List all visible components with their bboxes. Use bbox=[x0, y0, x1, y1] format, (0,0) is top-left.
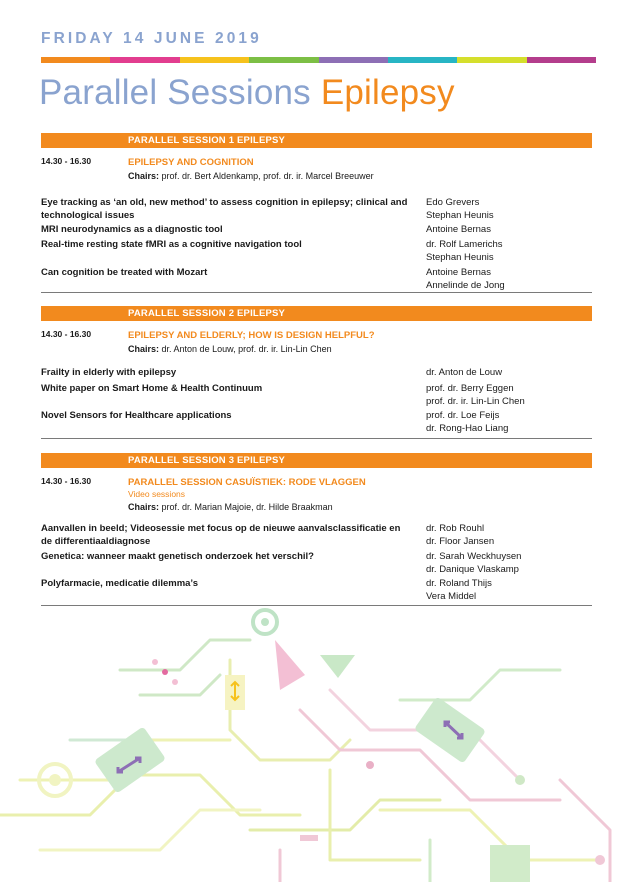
stripe-segment bbox=[249, 57, 318, 63]
talk-speakers bbox=[426, 196, 592, 222]
stripe-segment bbox=[457, 57, 526, 63]
talk-title: Real-time resting state fMRI as a cognitive navigation tool bbox=[41, 239, 302, 250]
stripe-segment bbox=[180, 57, 249, 63]
session-subtitle: Video sessions bbox=[128, 489, 186, 499]
page-date: FRIDAY 14 JUNE 2019 bbox=[41, 30, 262, 47]
speaker: Vera Middel bbox=[426, 591, 477, 602]
talk-title: Genetica: wanneer maakt genetisch onderzoek het verschil? bbox=[41, 551, 314, 562]
speaker: prof. dr. Berry Eggen bbox=[426, 383, 514, 394]
speaker: dr. Rob Rouhl bbox=[426, 523, 485, 534]
session-chairs bbox=[128, 501, 592, 513]
talk-speakers bbox=[426, 409, 592, 435]
speaker: prof. dr. ir. Lin-Lin Chen bbox=[426, 396, 525, 407]
speaker: dr. Roland Thijs bbox=[426, 578, 492, 589]
session-title: EPILEPSY AND ELDERLY; HOW IS DESIGN HELPFUL? bbox=[128, 330, 375, 341]
session-bar: PARALLEL SESSION 2 EPILEPSY bbox=[41, 306, 592, 321]
talk-speakers bbox=[426, 238, 592, 264]
talk-title: White paper on Smart Home & Health Continuum bbox=[41, 383, 263, 394]
session-bar: PARALLEL SESSION 1 EPILEPSY bbox=[41, 133, 592, 148]
session-time: 14.30 - 16.30 bbox=[41, 476, 92, 486]
chairs-names: prof. dr. Bert Aldenkamp, prof. dr. ir. Marcel Breeuwer bbox=[161, 171, 374, 181]
session-1-header bbox=[41, 133, 592, 182]
speaker: Stephan Heunis bbox=[426, 210, 494, 221]
title-main: Parallel Sessions bbox=[39, 73, 311, 112]
speaker: dr. Rolf Lamerichs bbox=[426, 239, 503, 250]
speaker: prof. dr. Loe Feijs bbox=[426, 410, 500, 421]
talk-title: Can cognition be treated with Mozart bbox=[41, 267, 208, 278]
session-title: EPILEPSY AND COGNITION bbox=[128, 157, 254, 168]
title-accent: Epilepsy bbox=[320, 73, 455, 112]
chairs-names: prof. dr. Marian Majoie, dr. Hilde Braakman bbox=[161, 502, 333, 512]
speaker: Edo Grevers bbox=[426, 197, 480, 208]
talk-speakers bbox=[426, 522, 592, 548]
stripe-segment bbox=[110, 57, 179, 63]
speaker: Antoine Bernas bbox=[426, 267, 491, 278]
speaker: Annelinde de Jong bbox=[426, 280, 505, 291]
session-time: 14.30 - 16.30 bbox=[41, 156, 92, 166]
speaker: Antoine Bernas bbox=[426, 224, 491, 235]
page-title bbox=[39, 73, 455, 113]
speaker: dr. Danique Vlaskamp bbox=[426, 564, 519, 575]
session-2-header bbox=[41, 306, 592, 355]
session-chairs bbox=[128, 170, 592, 182]
talk-title: Eye tracking as ‘an old, new method’ to assess cognition in epilepsy; clinical and technological issues bbox=[41, 197, 408, 221]
speaker: dr. Anton de Louw bbox=[426, 367, 503, 378]
chairs-label: Chairs: bbox=[128, 171, 160, 181]
talk-title: Aanvallen in beeld; Videosessie met focus op de nieuwe aanvalsclassificatie en de differentiaaldiagnose bbox=[41, 523, 401, 547]
talk-title: Polyfarmacie, medicatie dilemma’s bbox=[41, 578, 199, 589]
circuit-illustration bbox=[0, 600, 640, 882]
session-title: PARALLEL SESSION CASUÏSTIEK: RODE VLAGGEN bbox=[128, 477, 366, 488]
talk-title: Novel Sensors for Healthcare applications bbox=[41, 410, 232, 421]
stripe-segment bbox=[319, 57, 388, 63]
chairs-label: Chairs: bbox=[128, 344, 160, 354]
session-bar: PARALLEL SESSION 3 EPILEPSY bbox=[41, 453, 592, 468]
session-time: 14.30 - 16.30 bbox=[41, 329, 92, 339]
stripe-segment bbox=[388, 57, 457, 63]
session-chairs bbox=[128, 343, 592, 355]
session-3-header bbox=[41, 453, 592, 513]
color-stripe bbox=[41, 57, 596, 63]
speaker: dr. Floor Jansen bbox=[426, 536, 495, 547]
divider bbox=[41, 438, 592, 439]
talk-speakers bbox=[426, 366, 592, 379]
talk-title: MRI neurodynamics as a diagnostic tool bbox=[41, 224, 223, 235]
speaker: dr. Sarah Weckhuysen bbox=[426, 551, 522, 562]
chairs-label: Chairs: bbox=[128, 502, 160, 512]
stripe-segment bbox=[527, 57, 596, 63]
talk-speakers bbox=[426, 266, 592, 292]
divider bbox=[41, 292, 592, 293]
talk-title: Frailty in elderly with epilepsy bbox=[41, 367, 177, 378]
talk-speakers bbox=[426, 382, 592, 408]
talk-speakers bbox=[426, 223, 592, 236]
talk-speakers bbox=[426, 550, 592, 576]
speaker: Stephan Heunis bbox=[426, 252, 494, 263]
stripe-segment bbox=[41, 57, 110, 63]
speaker: dr. Rong-Hao Liang bbox=[426, 423, 509, 434]
chairs-names: dr. Anton de Louw, prof. dr. ir. Lin-Lin Chen bbox=[161, 344, 332, 354]
